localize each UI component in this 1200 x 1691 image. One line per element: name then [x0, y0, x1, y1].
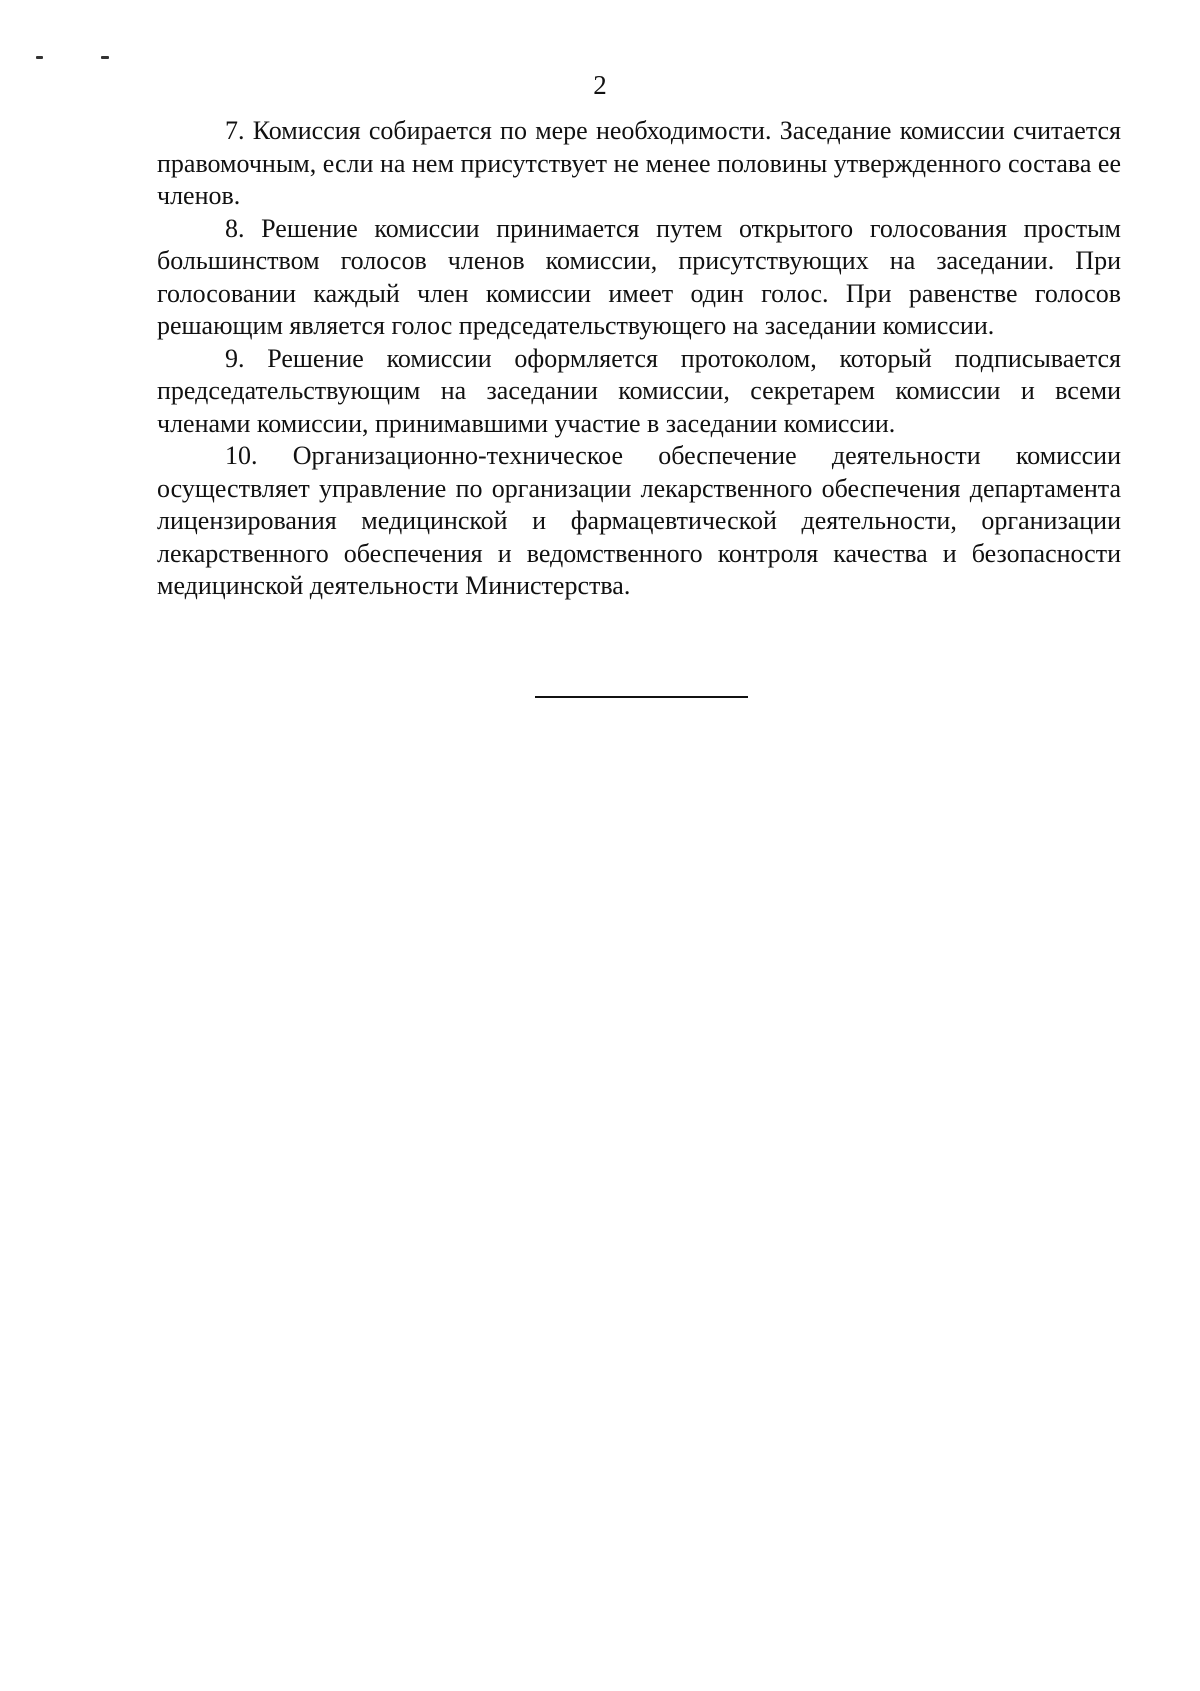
clause-10: 10. Организационно-техническое обеспечение деятельности комиссии осуществляет управление по организации лекарственного обеспечения департамента лицензирования медицинской и фармацевтической деятельности, организации лекарственного обеспечения и ведомственного контроля качества и безопасности медицинской деятельности Министерства.: [157, 441, 1121, 600]
page-number: 2: [593, 70, 607, 100]
clause-7: 7. Комиссия собирается по мере необходимости. Заседание комиссии считается правомочным, если на нем присутствует не менее половины утвержденного состава ее членов.: [157, 116, 1121, 210]
scan-artifact-mark: [101, 56, 109, 59]
clause-8: 8. Решение комиссии принимается путем открытого голосования простым большинством голосов членов комиссии, присутствующих на заседании. При голосовании каждый член комиссии имеет один голос. При равенстве голосов решающим является голос председательствующего на заседании комиссии.: [157, 213, 1121, 340]
clause-9: 9. Решение комиссии оформляется протоколом, который подписывается председательствующим на заседании комиссии, секретарем комиссии и всеми членами комиссии, принимавшими участие в заседании комиссии.: [157, 343, 1121, 438]
scan-artifact-mark: [36, 56, 43, 59]
closing-divider-line: [535, 696, 748, 698]
document-body: [157, 115, 1121, 603]
